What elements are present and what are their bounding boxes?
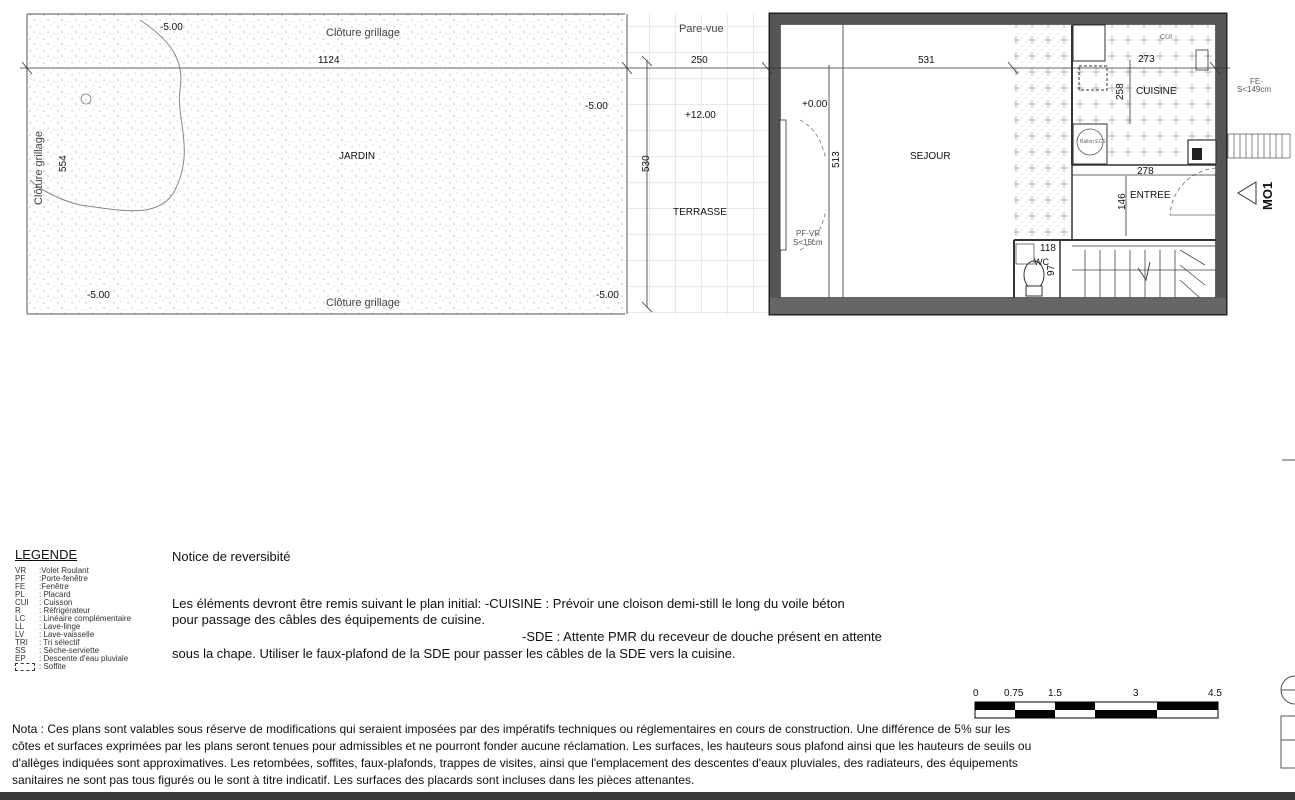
dimension-278: 278	[1137, 166, 1154, 177]
ballon-label: Ballon ECS	[1080, 139, 1106, 145]
dimension-118: 118	[1040, 243, 1056, 254]
level-sejour: +0.00	[802, 99, 828, 110]
dimension-530: 530	[641, 155, 652, 172]
level-top-right: -5.00	[585, 101, 608, 112]
notice-line-2: pour passage des câbles des équipements de cuisine.	[172, 612, 485, 627]
dimension-513: 513	[831, 151, 842, 168]
nota-line-3: d'allèges indiquées sont approximatives. Les retombées, soffites, faux-plafonds, trappes de visites, ainsi que l'emplacement des descentes d'eaux pluviales, des radiateurs, des équipements	[12, 756, 1018, 770]
dimension-531: 531	[918, 55, 935, 66]
scale-tick: 0.75	[1004, 688, 1024, 699]
notice-line-4: sous la chape. Utiliser le faux-plafond de la SDE pour passer les câbles de la SDE vers la cuisine.	[172, 646, 736, 661]
legend-item: FE :Fenêtre	[15, 582, 69, 591]
exterior-steps	[1228, 134, 1290, 158]
level-bottom-left: -5.00	[87, 290, 110, 301]
scale-bar	[975, 702, 1218, 718]
legend-item: EP : Descente d'eau pluviale	[15, 654, 129, 663]
legend-item: VR :Volet Roulant	[15, 566, 89, 575]
legend-item: PL : Placard	[15, 590, 71, 599]
scale-tick: 3	[1133, 688, 1139, 699]
scale-tick: 0	[973, 688, 979, 699]
fence-label-left: Clôture grillage	[33, 131, 45, 205]
legend-list	[15, 567, 131, 671]
dimension-97: 97	[1046, 264, 1057, 276]
fence-label-bottom: Clôture grillage	[326, 297, 400, 309]
notice-line-3: -SDE : Attente PMR du receveur de douche présent en attente	[522, 629, 882, 644]
soffite-symbol	[15, 663, 39, 671]
scale-tick: 1.5	[1048, 688, 1062, 699]
legend-title: LEGENDE	[15, 547, 78, 562]
room-label-sejour: SEJOUR	[910, 151, 951, 162]
legend-item: TRI : Tri sélectif	[15, 638, 80, 647]
room-label-wc: WC	[1034, 257, 1049, 267]
dimension-1124: 1124	[318, 55, 340, 66]
dimension-146: 146	[1117, 193, 1128, 210]
fence-label-top: Clôture grillage	[326, 27, 400, 39]
window-label-pfvr: PF-VR	[796, 229, 820, 238]
room-label-terrasse: TERRASSE	[673, 207, 727, 218]
room-label-jardin: JARDIN	[339, 151, 376, 162]
scale-tick: 4.5	[1208, 688, 1222, 699]
room-label-cuisine: CUISINE	[1136, 86, 1177, 97]
level-top-left: -5.00	[160, 22, 183, 33]
legend-item: R : Réfrigérateur	[15, 606, 91, 615]
cui-label: CUI	[1160, 34, 1173, 41]
dimension-273: 273	[1138, 54, 1155, 65]
nota-line-2: côtes et surfaces exprimées par les plans seront tenues pour admissibles et ne pourront fonder aucune réclamation. Les surfaces, les hauteurs sous plafond ainsi que les hauteurs de seuils ou	[12, 739, 1032, 753]
window-label-fe-height: S<149cm	[1237, 85, 1272, 94]
legend-item: PF :Porte-fenêtre	[15, 574, 88, 583]
window-label-pfvr-height: S<15cm	[793, 238, 823, 247]
sejour-pattern	[1014, 25, 1064, 240]
legend-item: : Soffite	[15, 663, 131, 671]
level-terrace: +12.00	[685, 110, 716, 121]
dimension-554: 554	[58, 155, 69, 172]
room-label-entree: ENTREE	[1130, 190, 1171, 201]
legend-item: LL : Lave-linge	[15, 622, 81, 631]
dimension-258: 258	[1115, 83, 1126, 100]
nota-line-4: sanitaires ne sont pas tous figurés ou le sont à titre indicatif. Les surfaces des placards sont incluses dans les pièces attenantes.	[12, 773, 695, 787]
notice-line-1: Les éléments devront être remis suivant le plan initial: -CUISINE : Prévoir une cloison demi-still le long du voile béton	[172, 596, 845, 611]
legend-item: CUI : Cuisson	[15, 598, 73, 607]
pare-vue-label: Pare-vue	[679, 23, 724, 35]
level-bottom-right: -5.00	[596, 290, 619, 301]
footer-bar	[0, 792, 1295, 800]
legend-item: LC : Linéaire complémentaire	[15, 614, 132, 623]
legend-item: SS : Sèche-serviette	[15, 646, 100, 655]
nota-line-1: Nota : Ces plans sont valables sous réserve de modifications qui seraient imposées par des impératifs techniques ou réglementaires en cours de construction. Une différence de 5% sur les	[12, 722, 1011, 736]
section-marker-label: MO1	[1260, 181, 1275, 210]
window-label-fe: FE-	[1250, 77, 1263, 86]
section-marker	[1238, 182, 1256, 204]
notice-title: Notice de reversibité	[172, 549, 291, 564]
dimension-250: 250	[691, 55, 708, 66]
legend-item: LV : Lave-vaisselle	[15, 630, 95, 639]
